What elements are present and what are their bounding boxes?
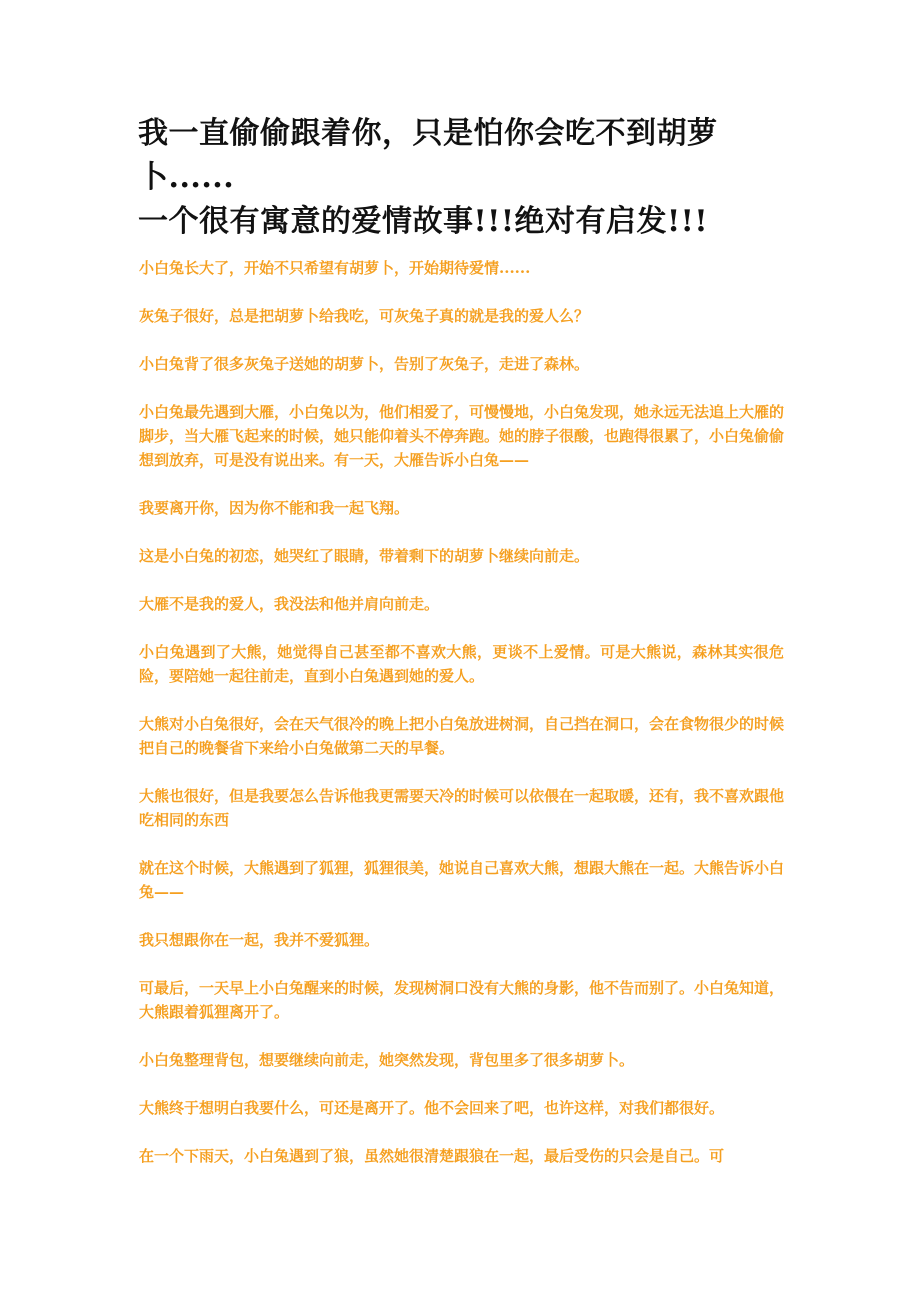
paragraph-16: 在一个下雨天，小白兔遇到了狼，虽然她很清楚跟狼在一起，最后受伤的只会是自己。可: [139, 1147, 725, 1165]
story-body: [139, 256, 784, 1192]
paragraph-9: 大熊对小白兔很好，会在天气很冷的晚上把小白兔放进树洞，自己挡在洞口，会在食物很少的时候把自己的晚餐省下来给小白兔做第二天的早餐。: [139, 715, 785, 757]
paragraph-12: 我只想跟你在一起，我并不爱狐狸。: [139, 931, 380, 949]
paragraph-11: 就在这个时候，大熊遇到了狐狸，狐狸很美，她说自己喜欢大熊，想跟大熊在一起。大熊告诉小白兔——: [139, 859, 785, 901]
paragraph-2: 灰兔子很好，总是把胡萝卜给我吃，可灰兔子真的就是我的爱人么？: [139, 307, 590, 325]
paragraph-7: 大雁不是我的爱人，我没法和他并肩向前走。: [139, 595, 440, 613]
paragraph-5: 我要离开你，因为你不能和我一起飞翔。: [139, 499, 410, 517]
paragraph-1: 小白兔长大了，开始不只希望有胡萝卜，开始期待爱情......: [139, 259, 531, 277]
paragraph-4: 小白兔最先遇到大雁，小白兔以为，他们相爱了，可慢慢地，小白兔发现，她永远无法追上大雁的脚步，当大雁飞起来的时候，她只能仰着头不停奔跑。她的脖子很酸，也跑得很累了，小白兔偷偷想到放弃，可是没有说出来。有一天，大雁告诉小白兔——: [139, 403, 785, 469]
paragraph-15: 大熊终于想明白我要什么，可还是离开了。他不会回来了吧，也许这样，对我们都很好。: [139, 1099, 725, 1117]
paragraph-14: 小白兔整理背包，想要继续向前走，她突然发现，背包里多了很多胡萝卜。: [139, 1051, 635, 1069]
paragraph-10: 大熊也很好，但是我要怎么告诉他我更需要天冷的时候可以依偎在一起取暖，还有，我不喜欢跟他吃相同的东西: [139, 787, 785, 829]
paragraph-6: 这是小白兔的初恋，她哭红了眼睛，带着剩下的胡萝卜继续向前走。: [139, 547, 590, 565]
document-title: [138, 112, 788, 244]
paragraph-8: 小白兔遇到了大熊，她觉得自己甚至都不喜欢大熊，更谈不上爱情。可是大熊说，森林其实很危险，要陪她一起往前走，直到小白兔遇到她的爱人。: [139, 643, 784, 685]
paragraph-13: 可最后，一天早上小白兔醒来的时候，发现树洞口没有大熊的身影，他不告而别了。小白兔知道，大熊跟着狐狸离开了。: [139, 979, 785, 1021]
title-line-2: 一个很有寓意的爱情故事!!!绝对有启发!!!: [138, 204, 709, 239]
paragraph-3: 小白兔背了很多灰兔子送她的胡萝卜，告别了灰兔子，走进了森林。: [139, 355, 590, 373]
title-line-1: 我一直偷偷跟着你，只是怕你会吃不到胡萝卜......: [138, 116, 718, 195]
